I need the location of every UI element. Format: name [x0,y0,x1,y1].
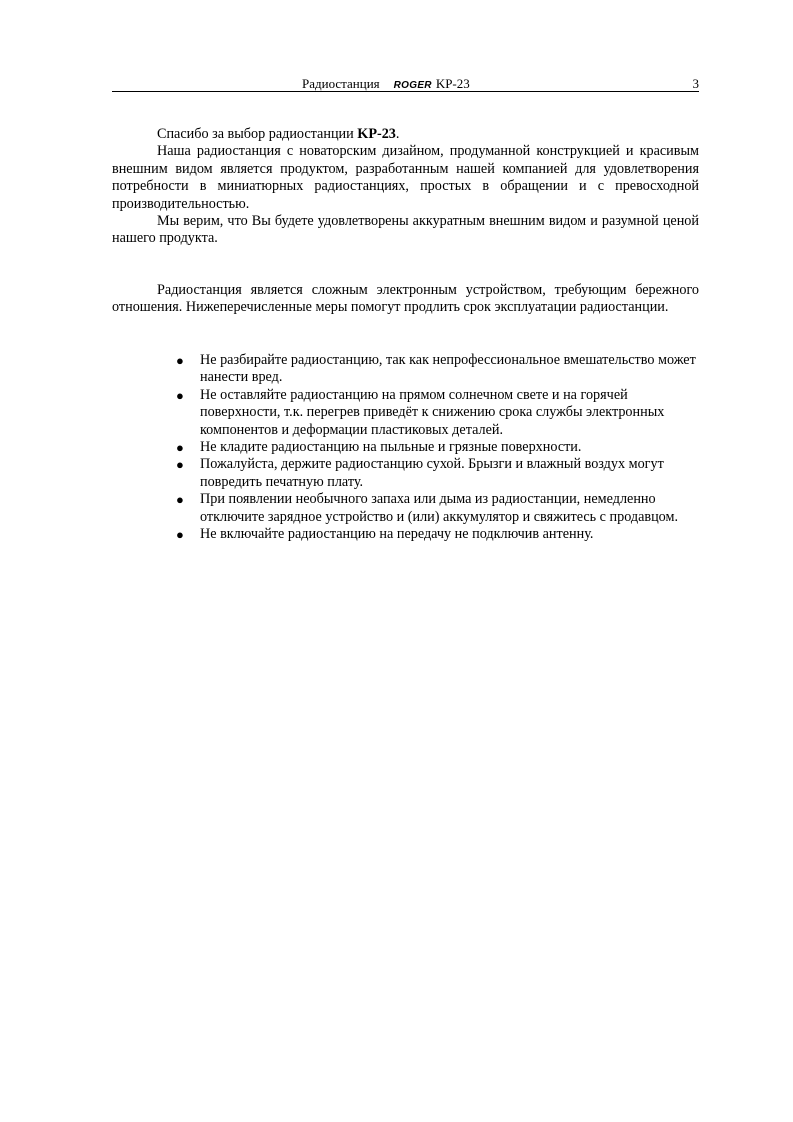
bullet-icon: ● [176,440,184,456]
model-name: KP-23 [357,126,396,142]
header-title-group [302,77,470,93]
page-header [112,77,699,92]
care-intro-paragraph: Радиостанция является сложным электронным устройством, требующим бережного отношения. Нижеперечисленные меры помогут продлить срок эксплуатации радиостанции. [112,282,699,316]
intro-section [112,126,699,248]
list-item-text: Не разбирайте радиостанцию, так как непрофессиональное вмешательство может нанести вред. [200,352,696,386]
thank-you-paragraph [112,126,699,143]
bullet-icon: ● [176,353,184,368]
care-list [176,352,704,543]
care-section [112,282,699,317]
list-item [176,439,704,456]
bullet-icon: ● [176,457,184,473]
brand-logo: ROGER [393,80,432,91]
list-item [176,387,704,439]
list-item [176,456,704,491]
thank-you-period: . [395,126,400,142]
list-item-text: Не оставляйте радиостанцию на прямом солнечном свете и на горячей поверхности, т.к. перегрев приведёт к снижению срока службы электронных компонентов и деформации пластиковых деталей. [200,386,665,438]
page-number: 3 [692,76,699,91]
list-item-text: Пожалуйста, держите радиостанцию сухой. Брызги и влажный воздух могут повредить печатную плату. [200,456,664,490]
bullet-icon: ● [176,492,184,508]
list-item [176,352,704,387]
list-item-text: Не включайте радиостанцию на передачу не подключив антенну. [200,526,594,543]
list-item [176,526,704,543]
list-item-text: При появлении необычного запаха или дыма из радиостанции, немедленно отключите зарядное устройство и (или) аккумулятор и свяжитесь с продавцом. [200,491,679,525]
header-model: KP-23 [435,76,470,91]
header-title: Радиостанция [302,76,380,91]
design-paragraph: Наша радиостанция с новаторским дизайном, продуманной конструкцией и красивым внешним видом является продуктом, разработанным нашей компанией для удовлетворения потребности в миниатюрных радиостанциях, простых в обращении и с превосходной производительностью. [112,143,699,212]
list-item-text: Не кладите радиостанцию на пыльные и грязные поверхности. [200,439,582,456]
list-item [176,491,704,526]
bullet-icon: ● [176,527,184,543]
bullet-icon: ● [176,387,184,403]
satisfaction-paragraph: Мы верим, что Вы будете удовлетворены аккуратным внешним видом и разумной ценой нашего продукта. [112,213,699,247]
thank-you-text: Спасибо за выбор радиостанции [157,126,358,142]
